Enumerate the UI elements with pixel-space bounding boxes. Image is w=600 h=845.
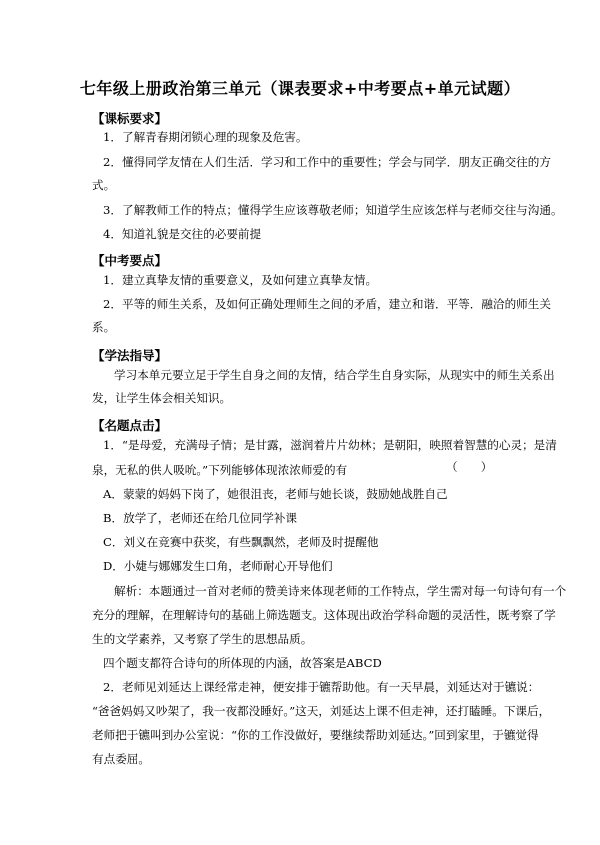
question2-line-1: 2．老师见刘延达上课经常走神，便安排于镳帮助他。有一天早晨，刘延达对于镳说：	[103, 680, 540, 694]
kebiao-item-1: 1．了解青春期闭锁心理的现象及危害。	[103, 130, 308, 144]
question1-option-b: B．放学了，老师还在给几位同学补课	[103, 511, 298, 525]
zhongkao-item-1: 1．建立真挚友情的重要意义，及如何建立真挚友情。	[103, 273, 378, 287]
question2-line-2: “爸爸妈妈又吵架了，我一夜都没睡好。”这天，刘延达上课不但走神，还打瞌睡。下课后，	[92, 704, 551, 718]
kebiao-item-2-cont: 式。	[92, 178, 116, 192]
question1-analysis-2: 充分的理解，在理解诗句的基础上筛选题支。这体现出政治学科命题的灵活性，既考察了学	[92, 608, 556, 622]
xuefa-line-2: 发，让学生体会相关知识。	[92, 391, 232, 405]
section-heading-kebiao: 【课标要求】	[92, 111, 168, 126]
question2-line-3: 老师把于镳叫到办公室说：“你的工作没做好，要继续帮助刘延达。”回到家里，于镳觉得	[92, 728, 539, 742]
zhongkao-item-2-cont: 系。	[92, 320, 116, 334]
question1-line-2: 泉，无私的供人吸吮。”下列能够体现浓浓师爱的有	[92, 463, 348, 477]
section-heading-mingti: 【名题点击】	[92, 418, 168, 433]
question1-analysis-3: 生的文学素养，又考察了学生的思想品质。	[92, 632, 313, 646]
kebiao-item-2: 2．懂得同学友情在人们生活．学习和工作中的重要性；学会与同学．朋友正确交往的方	[103, 155, 551, 169]
xuefa-line-1: 学习本单元要立足于学生自身之间的友情，结合学生自身实际，从现实中的师生关系出	[114, 368, 555, 382]
page-title: 七年级上册政治第三单元（课表要求+中考要点+单元试题）	[79, 79, 521, 98]
question1-line-1: 1．“是母爱，充满母子情；是甘露，滋润着片片幼林；是朝阳，映照着智慧的心灵；是清	[103, 438, 557, 452]
question1-answer: 四个题支都符合诗句的所体现的内涵，故答案是ABCD	[103, 656, 382, 670]
section-heading-xuefa: 【学法指导】	[92, 348, 168, 363]
kebiao-item-3: 3．了解教师工作的特点；懂得学生应该尊敬老师；知道学生应该怎样与老师交往与沟通。	[103, 203, 563, 217]
question1-option-a: A．蒙蒙的妈妈下岗了，她很沮丧，老师与她长谈，鼓励她战胜自己	[103, 487, 448, 501]
question2-line-4: 有点委屈。	[92, 752, 150, 766]
answer-bracket: （ ）	[446, 460, 493, 474]
section-heading-zhongkao: 【中考要点】	[92, 253, 168, 268]
kebiao-item-4: 4．知道礼貌是交往的必要前提	[103, 227, 262, 241]
question1-option-d: D．小婕与娜娜发生口角，老师耐心开导他们	[103, 559, 333, 573]
question1-option-c: C．刘义在竞赛中获奖，有些飘飘然，老师及时提醒他	[103, 535, 379, 549]
question1-analysis-1: 解析：本题通过一首对老师的赞美诗来体现老师的工作特点，学生需对每一句诗句有一个	[114, 584, 567, 598]
zhongkao-item-2: 2．平等的师生关系，及如何正确处理师生之间的矛盾，建立和谐．平等．融洽的师生关	[103, 297, 551, 311]
